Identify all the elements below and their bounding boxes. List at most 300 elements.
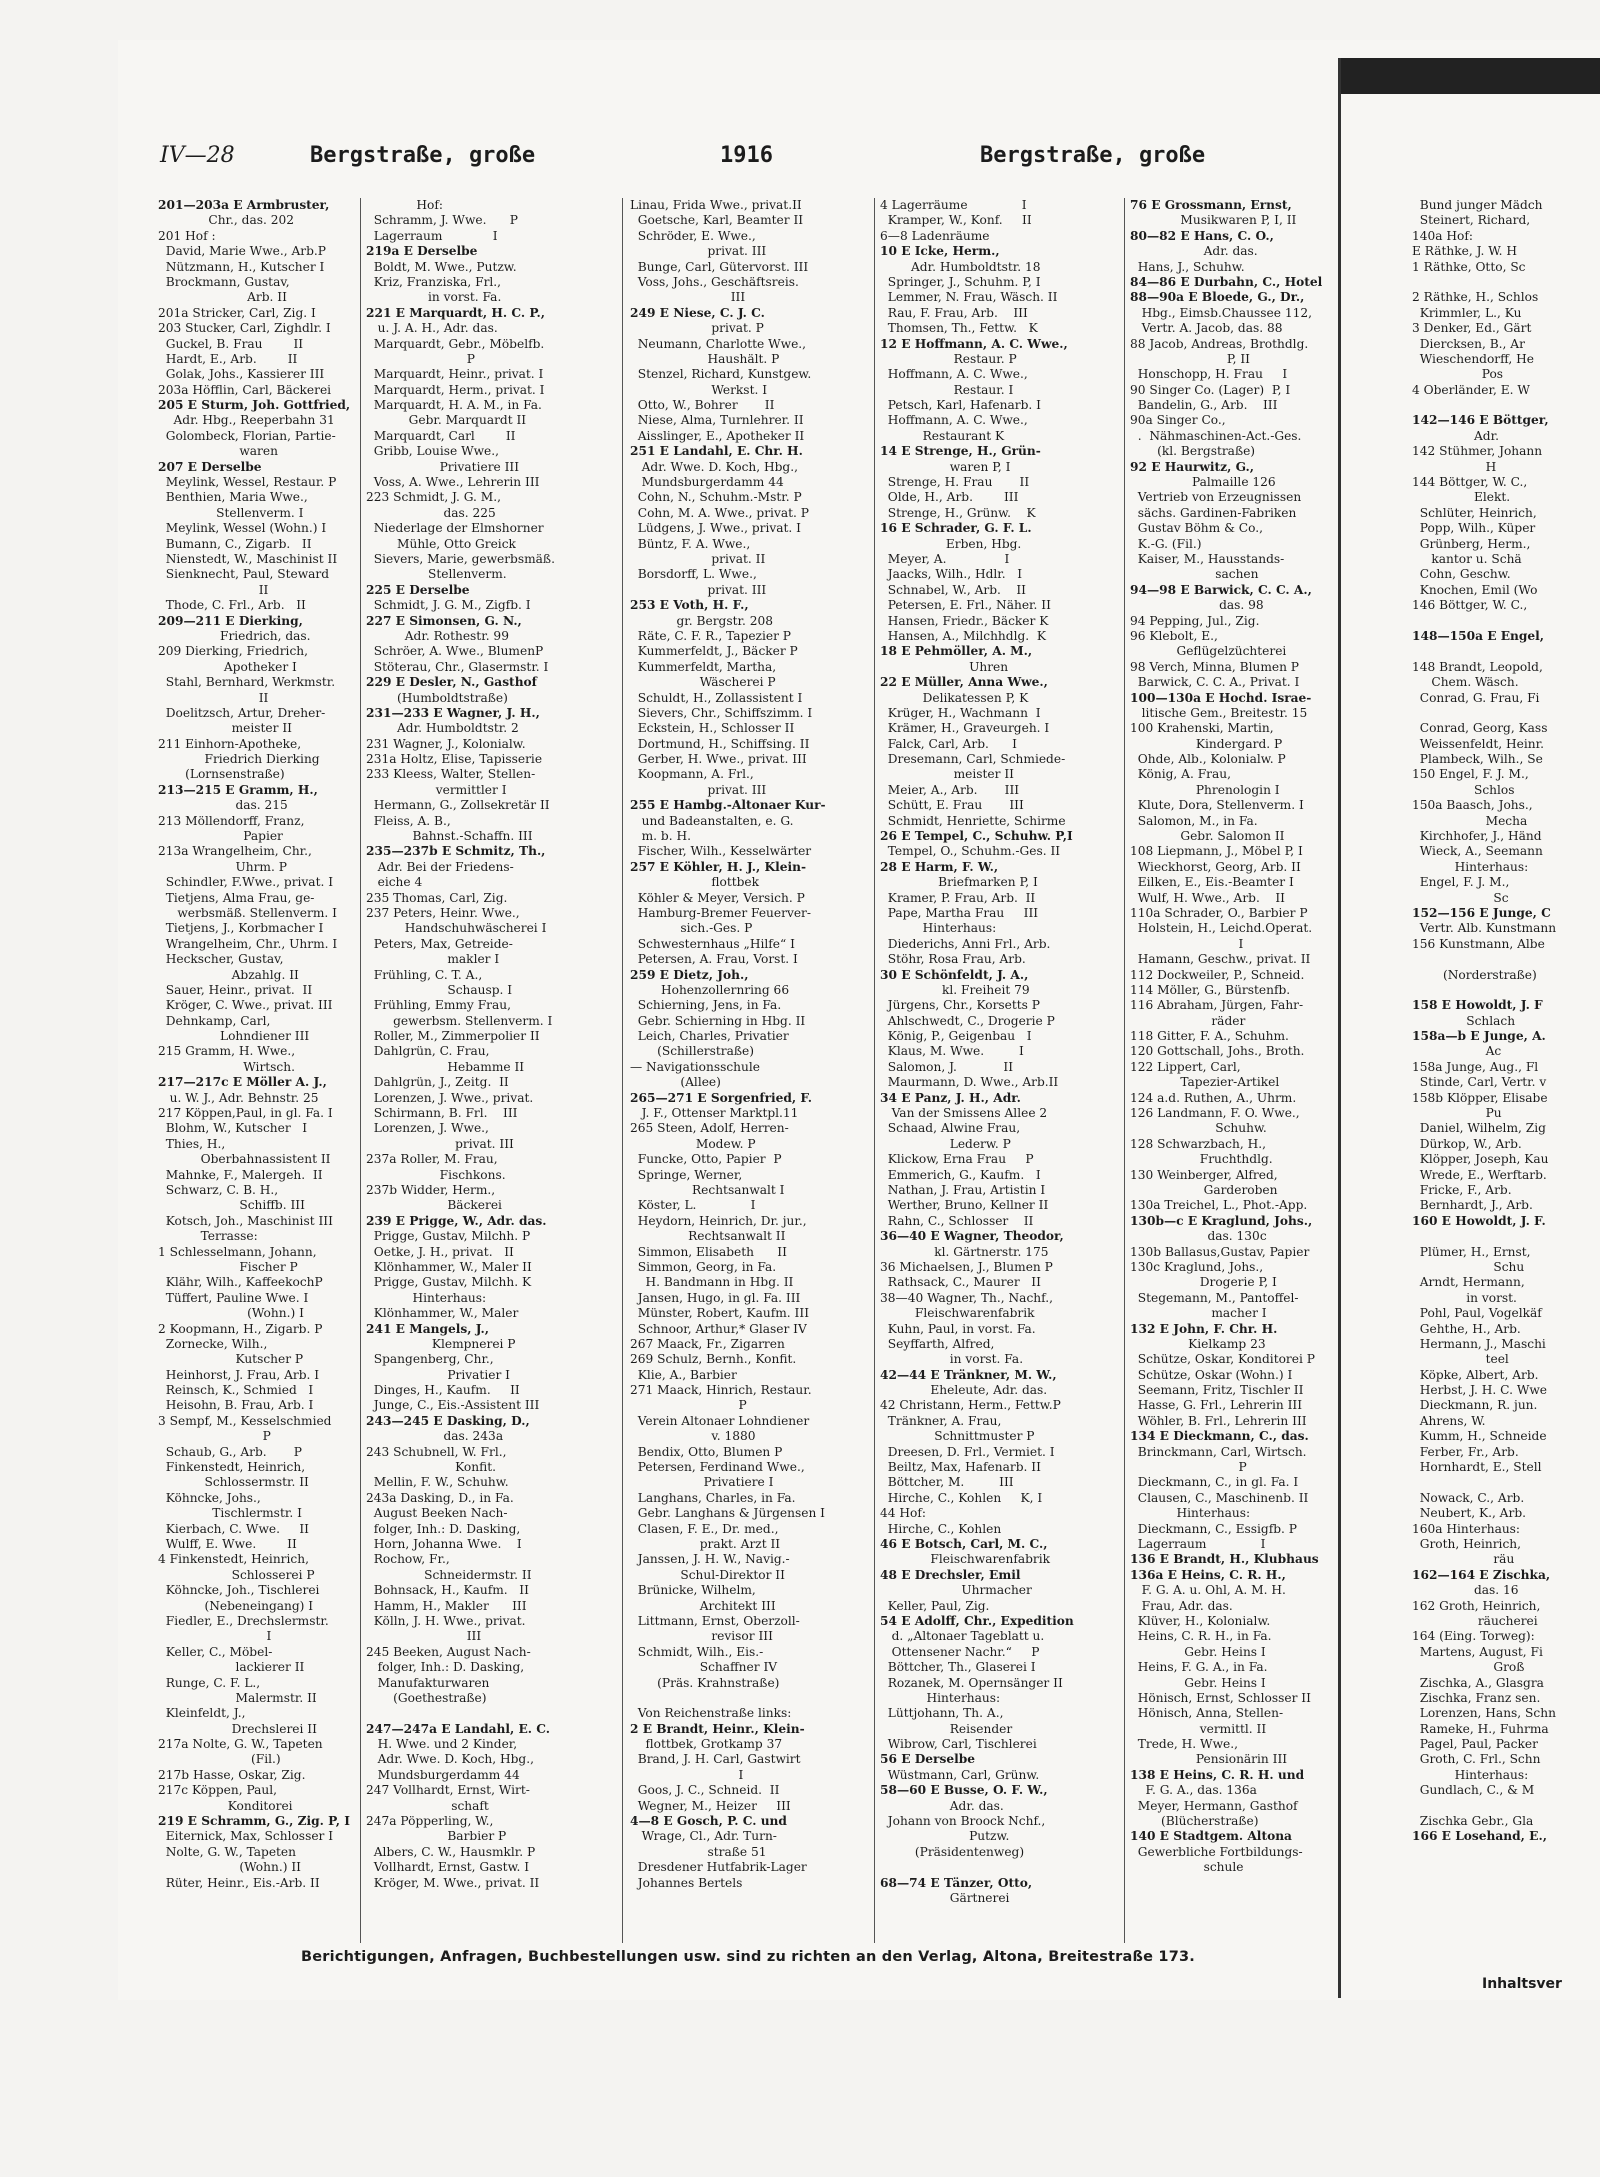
directory-line: (Wohn.) II [158, 1860, 301, 1875]
directory-line: Mecha [1412, 813, 1528, 828]
directory-line: das. 215 [158, 798, 288, 813]
directory-line: Lorenzen, J. Wwe., [366, 1121, 489, 1136]
directory-line: 98 Verch, Minna, Blumen P [1130, 659, 1300, 674]
directory-line: Kummerfeldt, J., Bäcker P [630, 644, 798, 659]
directory-line: Aisslinger, E., Apotheker II [630, 428, 805, 443]
directory-line: Gebr. Heins I [1130, 1644, 1266, 1659]
directory-line: 160a Hinterhaus: [1412, 1521, 1521, 1536]
directory-line: 90 Singer Co. (Lager) P, I [1130, 382, 1291, 397]
directory-line: Schlach [1412, 1013, 1516, 1028]
directory-line: Diercksen, B., Ar [1412, 336, 1525, 351]
directory-line [1412, 983, 1600, 998]
directory-line: Pu [1412, 1106, 1502, 1121]
directory-line: Delikatessen P, K [880, 690, 1029, 705]
directory-line: Hamm, H., Makler III [366, 1598, 527, 1613]
directory-line: Vollhardt, Ernst, Gastw. I [366, 1860, 530, 1875]
directory-line: Honschopp, H. Frau I [1130, 367, 1288, 382]
directory-line: (Präs. Krahnstraße) [630, 1675, 780, 1690]
directory-line: Nolte, G. W., Tapeten [158, 1844, 296, 1859]
directory-line: Rochow, Fr., [366, 1552, 450, 1567]
directory-line: Lohndiener III [158, 1029, 310, 1044]
directory-line: gewerbsm. Stellenverm. I [366, 1013, 553, 1028]
directory-line: I [1130, 936, 1244, 951]
directory-line: Adr. Hbg., Reeperbahn 31 [158, 413, 335, 428]
directory-line: Gustav Böhm & Co., [1130, 521, 1264, 536]
directory-line: Konditorei [158, 1798, 293, 1813]
directory-line: Wöhler, B. Frl., Lehrerin III [1130, 1413, 1307, 1428]
directory-line: Hinterhaus: [880, 921, 997, 936]
directory-line: III [366, 1629, 482, 1644]
directory-line: Adr. das. [1130, 244, 1258, 259]
directory-line: Rahn, C., Schlosser II [880, 1213, 1034, 1228]
directory-line: vermittler I [366, 782, 507, 797]
directory-line: Nathan, J. Frau, Artistin I [880, 1183, 1046, 1197]
directory-line: Handschuhwäscherei I [366, 921, 547, 936]
directory-line: Köpke, Albert, Arb. [1412, 1367, 1539, 1382]
directory-line: 120 Gottschall, Johs., Broth. [1130, 1044, 1305, 1059]
directory-line: Keller, Paul, Zig. [880, 1598, 990, 1613]
directory-line: Hebamme II [366, 1059, 525, 1074]
directory-line: Kirchhofer, J., Händ [1412, 829, 1542, 844]
directory-line: Strenge, H. Frau II [880, 475, 1030, 490]
directory-line: Nützmann, H., Kutscher I [158, 259, 325, 274]
directory-line: Seemann, Fritz, Tischler II [1130, 1383, 1304, 1398]
directory-line: Hermann, J., Maschi [1412, 1336, 1546, 1351]
directory-line: Fricke, F., Arb. [1412, 1183, 1512, 1197]
directory-line: Gribb, Louise Wwe., [366, 444, 499, 459]
directory-line: Leich, Charles, Privatier [630, 1029, 789, 1044]
directory-line: Stahl, Bernhard, Werkmstr. [158, 675, 336, 690]
directory-line: 253 E Voth, H. F., [630, 598, 749, 613]
directory-line: Klönhammer, W., Maler II [366, 1259, 532, 1274]
directory-line: Barbier P [366, 1829, 507, 1844]
directory-line: Ohde, Alb., Kolonialw. P [1130, 752, 1286, 767]
directory-line: 100 Krahenski, Martin, [1130, 721, 1274, 736]
directory-line: 213 Möllendorff, Franz, [158, 813, 305, 828]
directory-line: 166 E Losehand, E., [1412, 1829, 1547, 1844]
directory-line: Rathsack, C., Maurer II [880, 1275, 1041, 1290]
directory-line: H [1412, 459, 1497, 474]
directory-column-5 [1130, 198, 1336, 1876]
directory-line: Fiedler, E., Drechslermstr. [158, 1613, 329, 1628]
directory-line: Schindler, F.Wwe., privat. I [158, 875, 334, 890]
directory-line: 219 E Schramm, G., Zig. P, I [158, 1814, 350, 1829]
directory-line: Clausen, C., Maschinenb. II [1130, 1490, 1309, 1505]
directory-line: Dürkop, W., Arb. [1412, 1136, 1522, 1151]
directory-line: Thomsen, Th., Fettw. K [880, 321, 1038, 336]
directory-line: m. b. H. [630, 829, 691, 844]
directory-line: 251 E Landahl, E. Chr. H. [630, 444, 803, 459]
directory-line: 124 a.d. Ruthen, A., Uhrm. [1130, 1090, 1297, 1105]
adjacent-page-footer: Inhaltsver [1482, 1976, 1562, 1992]
directory-line: Janssen, J. H. W., Navig.- [630, 1552, 790, 1567]
directory-line: 152—156 E Junge, C [1412, 905, 1551, 920]
directory-line: Meier, A., Arb. III [880, 782, 1020, 797]
directory-line: Mellin, F. W., Schuhw. [366, 1475, 509, 1490]
directory-line: 44 Hof: [880, 1506, 926, 1521]
directory-line: Beiltz, Max, Hafenarb. II [880, 1460, 1041, 1475]
directory-line: Oberbahnassistent II [158, 1152, 331, 1167]
directory-line: Frau, Adr. das. [1130, 1598, 1233, 1613]
directory-line: 1 Räthke, Otto, Sc [1412, 259, 1526, 274]
directory-line: Conrad, G. Frau, Fi [1412, 690, 1540, 705]
directory-line: Wrage, Cl., Adr. Turn- [630, 1829, 777, 1844]
directory-line: Reisender [880, 1721, 1013, 1736]
directory-line: 112 Dockweiler, P., Schneid. [1130, 967, 1305, 982]
directory-line: 233 Kleess, Walter, Stellen- [366, 767, 536, 782]
directory-line: u. W. J., Adr. Behnstr. 25 [158, 1090, 319, 1105]
directory-line: Weissenfeldt, Heinr. [1412, 736, 1544, 751]
directory-line: meister II [158, 721, 292, 736]
directory-line: Nienstedt, W., Maschinist II [158, 551, 338, 566]
directory-line: Keller, C., Möbel- [158, 1644, 273, 1659]
directory-line: Wrangelheim, Chr., Uhrm. I [158, 936, 338, 951]
directory-line: 14 E Strenge, H., Grün- [880, 444, 1041, 459]
directory-line: Schütze, Oskar (Wohn.) I [1130, 1367, 1293, 1382]
directory-line: II [158, 582, 269, 597]
directory-line: sich.-Ges. P [630, 921, 753, 936]
directory-line: Maurmann, D. Wwe., Arb.II [880, 1075, 1059, 1090]
directory-line: Stellenverm. [366, 567, 507, 582]
directory-line: 18 E Pehmöller, A. M., [880, 644, 1033, 659]
directory-line: das. 130c [1130, 1229, 1267, 1244]
page-number: IV—28 [160, 143, 235, 168]
directory-line: Apotheker I [158, 659, 297, 674]
directory-line: gr. Bergstr. 208 [630, 613, 773, 628]
directory-line: u. J. A. H., Adr. das. [366, 321, 498, 336]
directory-line: Jansen, Hugo, in gl. Fa. III [630, 1290, 801, 1305]
directory-line: Langhans, Charles, in Fa. [630, 1490, 796, 1505]
directory-line: Salomon, J. II [880, 1059, 1014, 1074]
directory-line: 231 Wagner, J., Kolonialw. [366, 736, 526, 751]
directory-line: Guckel, B. Frau II [158, 336, 304, 351]
directory-line: 30 E Schönfeldt, J. A., [880, 967, 1029, 982]
directory-line: 158a Junge, Aug., Fl [1412, 1059, 1539, 1074]
directory-line: Schramm, J. Wwe. P [366, 213, 518, 228]
directory-line: Fischkons. [366, 1167, 506, 1182]
directory-line: Hamann, Geschw., privat. II [1130, 952, 1311, 967]
directory-line: Emmerich, G., Kaufm. I [880, 1167, 1041, 1182]
directory-line: Adr. [1412, 428, 1499, 443]
directory-line: Klaus, M. Wwe. I [880, 1044, 1024, 1059]
directory-line: Schmidt, Wilh., Eis.- [630, 1644, 764, 1659]
directory-line: 209 Dierking, Friedrich, [158, 644, 308, 659]
directory-line: das. 225 [366, 505, 496, 520]
directory-line: Marquardt, Carl II [366, 428, 516, 443]
directory-line: Privatiere I [630, 1475, 774, 1490]
directory-line: Hardt, E., Arb. II [158, 351, 298, 366]
directory-line: Petersen, A. Frau, Vorst. I [630, 952, 798, 967]
directory-line: 235—237b E Schmitz, Th., [366, 844, 546, 859]
directory-line: Terrasse: [158, 1229, 258, 1244]
directory-line: III [630, 290, 746, 305]
directory-line: Hönisch, Ernst, Schlosser II [1130, 1690, 1311, 1705]
directory-line: Schwesternhaus „Hilfe“ I [630, 936, 795, 951]
directory-line: Bernhardt, J., Arb. [1412, 1198, 1533, 1213]
directory-line: Tapezier-Artikel [1130, 1075, 1280, 1090]
directory-line: Blohm, W., Kutscher I [158, 1121, 308, 1136]
directory-line: Architekt III [630, 1598, 776, 1613]
directory-line: Schlossermstr. II [158, 1475, 309, 1490]
directory-line: 88—90a E Bloede, G., Dr., [1130, 290, 1305, 305]
directory-line: 4 Finkenstedt, Heinrich, [158, 1552, 309, 1567]
directory-line: Kindergard. P [1130, 736, 1283, 751]
directory-line: Kriz, Franziska, Frl., [366, 274, 502, 289]
directory-line: Koopmann, A. Frl., [630, 767, 754, 782]
directory-line: Schwarz, C. B. H., [158, 1183, 279, 1197]
directory-line: 68—74 E Tänzer, Otto, [880, 1875, 1033, 1890]
directory-line: Schul-Direktor II [630, 1567, 785, 1582]
directory-line: 2 Räthke, H., Schlos [1412, 290, 1539, 305]
directory-line: Schaub, G., Arb. P [158, 1444, 302, 1459]
directory-line: Golombeck, Florian, Partie- [158, 428, 336, 443]
directory-line: Voss, A. Wwe., Lehrerin III [366, 475, 540, 490]
directory-line: 243 Schubnell, W. Frl., [366, 1444, 507, 1459]
directory-line: Engel, F. J. M., [1412, 875, 1510, 890]
directory-line: Lederw. P [880, 1136, 1011, 1151]
directory-line: Stöhr, Rosa Frau, Arb. [880, 952, 1026, 967]
directory-line: (Humboldtstraße) [366, 690, 508, 705]
directory-line: Fischer, Wilh., Kesselwärter [630, 844, 812, 859]
directory-line: Stenzel, Richard, Kunstgew. [630, 367, 812, 382]
directory-line: Grünberg, Herm., [1412, 536, 1531, 551]
directory-line: 94—98 E Barwick, C. C. A., [1130, 582, 1312, 597]
directory-line: Drogerie P, I [1130, 1275, 1277, 1290]
directory-line: räucherei [1412, 1613, 1538, 1628]
directory-line: Klempnerei P [366, 1336, 516, 1351]
directory-line: 114 Möller, G., Bürstenfb. [1130, 982, 1291, 997]
directory-line: Fleischwarenfabrik [880, 1306, 1035, 1321]
directory-line: Wulf, H. Wwe., Arb. II [1130, 890, 1285, 905]
year: 1916 [720, 143, 773, 168]
directory-line: Dresdener Hutfabrik-Lager [630, 1860, 807, 1875]
directory-line: 54 E Adolff, Chr., Expedition [880, 1613, 1074, 1628]
directory-line: Zornecke, Wilh., [158, 1336, 268, 1351]
directory-line: Kierbach, C. Wwe. II [158, 1521, 309, 1536]
directory-line: 243—245 E Dasking, D., [366, 1413, 530, 1428]
directory-line: flottbek, Grotkamp 37 [630, 1737, 783, 1752]
directory-line: Elekt. [1412, 490, 1511, 505]
directory-line: privat. II [630, 551, 766, 566]
directory-line: Runge, C. F. L., [158, 1675, 261, 1690]
directory-line: Heisohn, B. Frau, Arb. I [158, 1398, 314, 1413]
directory-line: d. „Altonaer Tageblatt u. [880, 1629, 1045, 1644]
directory-line: 148 Brandt, Leopold, [1412, 659, 1543, 674]
directory-line: Restaur. P [880, 351, 1017, 366]
directory-line: Heckscher, Gustav, [158, 952, 284, 967]
directory-line: 158b Klöpper, Elisabe [1412, 1090, 1548, 1105]
directory-line: Ferber, Fr., Arb. [1412, 1444, 1519, 1459]
directory-line: Bäckerei [366, 1198, 502, 1213]
directory-line: Ac [1412, 1044, 1502, 1059]
directory-line: 227 E Simonsen, G. N., [366, 613, 522, 628]
directory-line: Tietjens, Alma Frau, ge- [158, 890, 315, 905]
directory-line: Adr. Humboldtstr. 2 [366, 721, 519, 736]
directory-line: privat. III [366, 1136, 514, 1151]
directory-line: Gewerbliche Fortbildungs- [1130, 1844, 1303, 1859]
directory-line: folger, Inh.: D. Dasking, [366, 1521, 521, 1536]
directory-line: Marquardt, Gebr., Möbelfb. [366, 336, 545, 351]
directory-line: Gebr. Langhans & Jürgensen I [630, 1506, 825, 1521]
directory-line: Lorenzen, J. Wwe., privat. [366, 1090, 534, 1105]
directory-line: Schlos [1412, 782, 1515, 797]
directory-line: 237a Roller, M. Frau, [366, 1152, 498, 1167]
directory-line: 162—164 E Zischka, [1412, 1567, 1551, 1582]
directory-line: 42—44 E Tränkner, M. W., [880, 1367, 1057, 1382]
directory-line: Bandelin, G., Arb. III [1130, 398, 1278, 413]
directory-line: 158a—b E Junge, A. [1412, 1029, 1546, 1044]
directory-line: Schröder, E. Wwe., [630, 228, 756, 243]
directory-line: 3 Denker, Ed., Gärt [1412, 321, 1532, 336]
directory-line: Jaacks, Wilh., Hdlr. I [880, 567, 1023, 582]
directory-line: 257 E Köhler, H. J., Klein- [630, 859, 807, 874]
directory-line: 221 E Marquardt, H. C. P., [366, 305, 545, 320]
directory-line: 148—150a E Engel, [1412, 628, 1545, 643]
directory-line: Stöterau, Chr., Glasermstr. I [366, 659, 549, 674]
directory-line: Stegemann, M., Pantoffel- [1130, 1290, 1299, 1305]
directory-line: Klie, A., Barbier [630, 1367, 737, 1382]
directory-line: macher I [1130, 1306, 1267, 1321]
directory-line: (Wohn.) I [158, 1306, 304, 1321]
directory-line: Kummerfeldt, Martha, [630, 659, 777, 674]
directory-line: folger, Inh.: D. Dasking, [366, 1660, 525, 1675]
column-divider [1124, 198, 1125, 1943]
page-gutter-rule [1338, 58, 1341, 1998]
directory-line: Brinckmann, Carl, Wirtsch. [1130, 1444, 1307, 1459]
directory-line: Rozanek, M. Opernsänger II [880, 1675, 1063, 1690]
directory-line: Petersen, E. Frl., Näher. II [880, 598, 1051, 613]
directory-line: 136a E Heins, C. R. H., [1130, 1567, 1286, 1582]
directory-line: Plambeck, Wilh., Se [1412, 752, 1543, 767]
directory-line: 130a Treichel, L., Phot.-App. [1130, 1198, 1308, 1213]
directory-line: Hornhardt, E., Stell [1412, 1460, 1542, 1475]
directory-line: 259 E Dietz, Joh., [630, 967, 749, 982]
directory-line: 237 Peters, Heinr. Wwe., [366, 905, 520, 920]
directory-line: Ottensener Nachr.“ P [880, 1644, 1040, 1659]
directory-line: Köster, L. I [630, 1198, 756, 1213]
directory-line: J. F., Ottenser Marktpl.11 [630, 1106, 799, 1121]
directory-line: Golak, Johs., Kassierer III [158, 367, 325, 382]
directory-line: Junge, C., Eis.-Assistent III [366, 1398, 540, 1413]
directory-line: Lagerraum I [366, 228, 498, 243]
directory-line: 217—217c E Möller A. J., [158, 1075, 327, 1090]
directory-line: Funcke, Otto, Papier P [630, 1152, 782, 1167]
directory-line: Falck, Carl, Arb. I [880, 736, 1017, 751]
directory-line [1412, 1475, 1600, 1490]
directory-line: Dieckmann, R. jun. [1412, 1398, 1538, 1413]
directory-line [630, 1691, 870, 1706]
directory-line: Schaad, Alwine Frau, [880, 1121, 1021, 1136]
directory-line: Rameke, H., Fuhrma [1412, 1721, 1549, 1736]
directory-line [1412, 952, 1600, 967]
directory-line: Zischka, Franz sen. [1412, 1690, 1541, 1705]
directory-line: Adr. Wwe. D. Koch, Hbg., [366, 1752, 534, 1767]
directory-line: Briefmarken P, I [880, 875, 1038, 890]
directory-line: räu [1412, 1552, 1515, 1567]
directory-line: 130c Kraglund, Johs., [1130, 1259, 1264, 1274]
directory-line: 96 Klebolt, E., [1130, 628, 1218, 643]
street-title-left: Bergstraße, große [310, 143, 536, 168]
directory-line: Schierning, Jens, in Fa. [630, 998, 782, 1013]
directory-line: Heins, C. R. H., in Fa. [1130, 1629, 1272, 1644]
directory-line: Heins, F. G. A., in Fa. [1130, 1660, 1268, 1675]
directory-line: Marquardt, Herm., privat. I [366, 382, 545, 397]
directory-line: Meyer, A. I [880, 551, 1010, 566]
directory-line: Klüver, H., Kolonialw. [1130, 1613, 1271, 1628]
directory-line: Popp, Wilh., Küper [1412, 521, 1536, 536]
directory-line: Brünicke, Wilhelm, [630, 1583, 756, 1598]
directory-line: 241 E Mangels, J., [366, 1321, 490, 1336]
directory-line: Stellenverm. I [158, 505, 304, 520]
directory-line: kl. Freiheit 79 [880, 982, 1030, 997]
directory-line: Friedrich Dierking [158, 752, 320, 767]
directory-line: in vorst. Fa. [366, 290, 502, 305]
directory-line: 118 Gitter, F. A., Schuhm. [1130, 1029, 1289, 1044]
directory-line: räder [1130, 1013, 1246, 1028]
directory-line: Hirche, C., Kohlen K, I [880, 1490, 1043, 1505]
directory-line: F. G. A., das. 136a [1130, 1783, 1257, 1798]
directory-line: Klöpper, Joseph, Kau [1412, 1152, 1549, 1167]
directory-line: Fruchthdlg. [1130, 1152, 1273, 1167]
directory-line: 223 Schmidt, J. G. M., [366, 490, 502, 505]
directory-line: 138 E Heins, C. R. H. und [1130, 1767, 1305, 1782]
directory-line: Klähr, Wilh., KaffeekochP [158, 1275, 323, 1290]
directory-line: 265 Steen, Adolf, Herren- [630, 1121, 789, 1136]
directory-line: 207 E Derselbe [158, 459, 262, 474]
directory-line: Privatier I [366, 1367, 510, 1382]
directory-column-3 [630, 198, 870, 1891]
directory-line: E Räthke, J. W. H [1412, 244, 1518, 259]
directory-line: Fleiss, A. B., [366, 813, 451, 828]
directory-line: 122 Lippert, Carl, [1130, 1059, 1241, 1074]
directory-line [1412, 398, 1600, 413]
directory-line: Hinterhaus: [1130, 1506, 1251, 1521]
directory-line: 217b Hasse, Oskar, Zig. [158, 1767, 306, 1782]
directory-line: Marquardt, Heinr., privat. I [366, 367, 544, 382]
directory-line: Eheleute, Adr. das. [880, 1383, 1048, 1398]
directory-line: Köhncke, Joh., Tischlerei [158, 1583, 320, 1598]
directory-line: K.-G. (Fil.) [1130, 536, 1202, 551]
directory-line: 162 Groth, Heinrich, [1412, 1598, 1541, 1613]
directory-line: Hasse, G. Frl., Lehrerin III [1130, 1398, 1303, 1413]
directory-line: Kramper, W., Konf. II [880, 213, 1032, 228]
directory-line: 58—60 E Busse, O. F. W., [880, 1783, 1048, 1798]
directory-line: Meylink, Wessel, Restaur. P [158, 475, 337, 490]
directory-line: Vertrieb von Erzeugnissen [1130, 490, 1302, 505]
directory-line: werbsmäß. Stellenverm. I [158, 905, 337, 920]
directory-line: Krämer, H., Graveurgeh. I [880, 721, 1050, 736]
directory-line: Uhrmacher [880, 1583, 1032, 1598]
directory-line: 144 Böttger, W. C., [1412, 475, 1528, 490]
directory-line: Kröger, M. Wwe., privat. II [366, 1875, 540, 1890]
directory-line: Van der Smissens Allee 2 [880, 1106, 1048, 1121]
directory-line: Ahrens, W. [1412, 1413, 1486, 1428]
directory-line: 140a Hof: [1412, 228, 1473, 243]
directory-line: privat. III [630, 244, 767, 259]
directory-line: 36—40 E Wagner, Theodor, [880, 1229, 1064, 1244]
directory-line: Sc [1412, 890, 1509, 905]
directory-line: August Beeken Nach- [366, 1506, 508, 1521]
directory-line: Bund junger Mädch [1412, 198, 1543, 212]
directory-line: Büntz, F. A. Wwe., [630, 536, 751, 551]
directory-line [1412, 1799, 1600, 1814]
directory-line: Hönisch, Anna, Stellen- [1130, 1706, 1284, 1721]
directory-line: Erben, Hbg. [880, 536, 1022, 551]
directory-line [1412, 1229, 1600, 1244]
directory-line: 140 E Stadtgem. Altona [1130, 1829, 1292, 1844]
directory-line: Klute, Dora, Stellenverm. I [1130, 798, 1304, 813]
directory-line: 2 Koopmann, H., Zigarb. P [158, 1321, 323, 1336]
